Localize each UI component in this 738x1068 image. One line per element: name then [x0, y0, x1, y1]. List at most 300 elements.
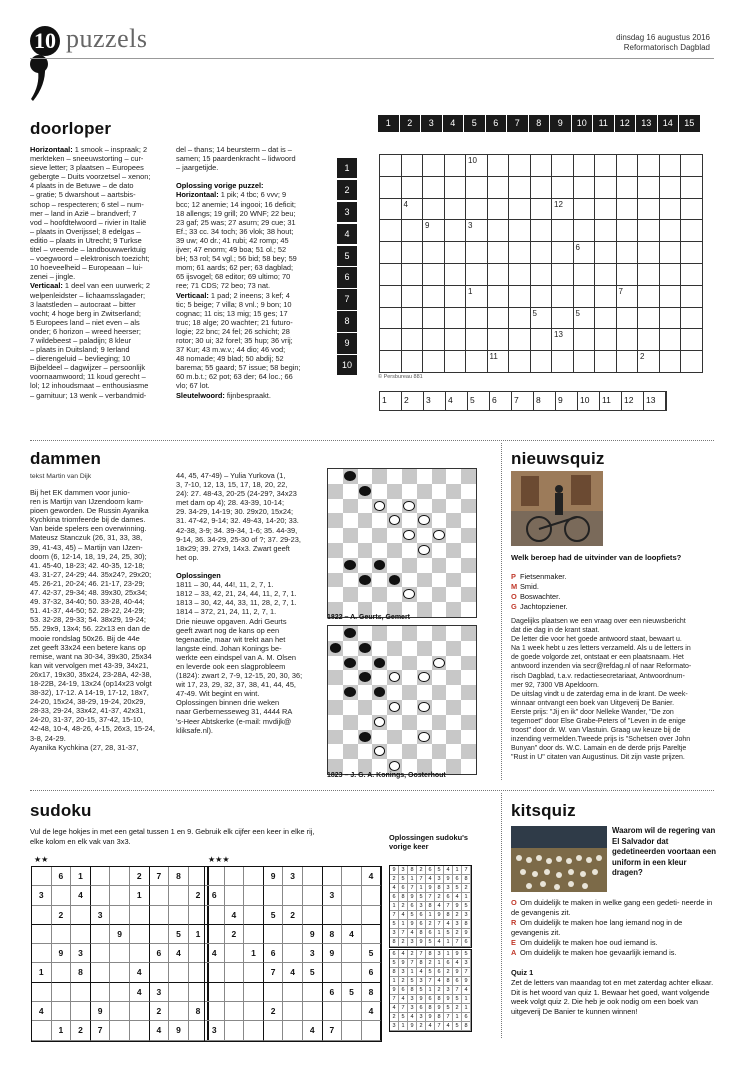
grid-cell[interactable] [466, 329, 488, 351]
grid-cell[interactable] [380, 242, 402, 264]
grid-cell[interactable] [402, 308, 424, 330]
grid-cell[interactable] [531, 329, 553, 351]
grid-cell[interactable] [509, 329, 531, 351]
grid-cell[interactable] [531, 351, 553, 373]
keyword-cell[interactable]: 5 [468, 392, 490, 410]
keyword-cell[interactable]: 2 [402, 392, 424, 410]
sudoku-cell[interactable] [362, 1021, 382, 1040]
sudoku-cell[interactable] [110, 944, 130, 963]
grid-cell[interactable]: 13 [552, 329, 574, 351]
grid-cell[interactable] [660, 286, 682, 308]
grid-cell[interactable]: 1 [466, 286, 488, 308]
grid-cell[interactable] [660, 199, 682, 221]
sudoku-cell[interactable]: 9 [52, 944, 72, 963]
grid-cell[interactable] [488, 308, 510, 330]
sudoku-cell[interactable] [225, 944, 245, 963]
grid-cell[interactable] [638, 220, 660, 242]
sudoku-cell[interactable] [130, 1021, 150, 1040]
sudoku-cell[interactable] [264, 983, 284, 1002]
grid-cell[interactable] [445, 308, 467, 330]
grid-cell[interactable] [660, 242, 682, 264]
sudoku-cell[interactable]: 6 [205, 886, 225, 905]
grid-cell[interactable] [509, 242, 531, 264]
sudoku-cell[interactable] [169, 906, 189, 925]
grid-cell[interactable]: 11 [488, 351, 510, 373]
grid-cell[interactable] [488, 199, 510, 221]
kitsquiz-options[interactable] [511, 898, 716, 958]
sudoku-cell[interactable] [32, 983, 52, 1002]
grid-cell[interactable] [402, 220, 424, 242]
grid-cell[interactable] [466, 308, 488, 330]
grid-cell[interactable] [380, 155, 402, 177]
sudoku-cell[interactable]: 8 [71, 963, 91, 982]
sudoku-cell[interactable] [52, 1002, 72, 1021]
doorloper-keyword-row[interactable] [379, 391, 667, 411]
keyword-cell[interactable]: 6 [490, 392, 512, 410]
quiz-option[interactable] [511, 592, 716, 602]
sudoku-cell[interactable]: 3 [205, 1021, 225, 1040]
grid-cell[interactable] [445, 351, 467, 373]
sudoku-cell[interactable] [225, 1021, 245, 1040]
grid-cell[interactable] [423, 177, 445, 199]
grid-cell[interactable] [445, 242, 467, 264]
sudoku-cell[interactable] [110, 886, 130, 905]
sudoku-cell[interactable]: 6 [264, 944, 284, 963]
grid-cell[interactable] [681, 177, 703, 199]
sudoku-cell[interactable] [110, 867, 130, 886]
sudoku-cell[interactable] [362, 906, 382, 925]
sudoku-cell[interactable]: 1 [71, 867, 91, 886]
sudoku-cell[interactable] [150, 906, 170, 925]
sudoku-cell[interactable] [150, 963, 170, 982]
quiz-option[interactable] [511, 948, 716, 958]
sudoku-cell[interactable] [244, 886, 264, 905]
sudoku-cell[interactable]: 6 [52, 867, 72, 886]
sudoku-cell[interactable]: 3 [150, 983, 170, 1002]
grid-cell[interactable] [509, 199, 531, 221]
sudoku-cell[interactable]: 2 [189, 886, 209, 905]
sudoku-cell[interactable]: 4 [32, 1002, 52, 1021]
grid-cell[interactable] [509, 220, 531, 242]
grid-cell[interactable] [595, 329, 617, 351]
grid-cell[interactable] [488, 177, 510, 199]
grid-cell[interactable] [660, 220, 682, 242]
sudoku-cell[interactable] [244, 906, 264, 925]
grid-cell[interactable] [488, 242, 510, 264]
grid-cell[interactable] [423, 286, 445, 308]
grid-cell[interactable] [638, 177, 660, 199]
sudoku-cell[interactable] [323, 963, 343, 982]
sudoku-cell[interactable] [264, 1021, 284, 1040]
sudoku-cell[interactable] [323, 1002, 343, 1021]
grid-cell[interactable]: 5 [531, 308, 553, 330]
sudoku-cell[interactable] [91, 925, 111, 944]
sudoku-cell[interactable]: 5 [342, 983, 362, 1002]
sudoku-cell[interactable] [205, 983, 225, 1002]
grid-cell[interactable] [402, 264, 424, 286]
sudoku-cell[interactable] [264, 925, 284, 944]
grid-cell[interactable] [380, 264, 402, 286]
sudoku-cell[interactable] [71, 925, 91, 944]
grid-cell[interactable] [660, 308, 682, 330]
grid-cell[interactable] [660, 329, 682, 351]
sudoku-cell[interactable] [283, 1021, 303, 1040]
grid-cell[interactable] [617, 308, 639, 330]
sudoku-cell[interactable]: 1 [244, 944, 264, 963]
sudoku-cell[interactable]: 5 [264, 906, 284, 925]
grid-cell[interactable] [660, 177, 682, 199]
sudoku-cell[interactable] [283, 1002, 303, 1021]
grid-cell[interactable] [531, 177, 553, 199]
grid-cell[interactable] [445, 177, 467, 199]
sudoku-cell[interactable] [303, 886, 323, 905]
grid-cell[interactable] [681, 329, 703, 351]
grid-cell[interactable] [595, 286, 617, 308]
grid-cell[interactable] [617, 199, 639, 221]
sudoku-cell[interactable] [283, 944, 303, 963]
grid-cell[interactable] [681, 199, 703, 221]
grid-cell[interactable] [402, 329, 424, 351]
sudoku-cell[interactable] [244, 963, 264, 982]
grid-cell[interactable] [380, 286, 402, 308]
sudoku-cell[interactable] [244, 1002, 264, 1021]
grid-cell[interactable] [552, 220, 574, 242]
sudoku-cell[interactable] [110, 1002, 130, 1021]
grid-cell[interactable] [531, 286, 553, 308]
sudoku-cell[interactable] [52, 886, 72, 905]
sudoku-cell[interactable] [225, 886, 245, 905]
sudoku-cell[interactable]: 2 [283, 906, 303, 925]
grid-cell[interactable] [402, 177, 424, 199]
grid-cell[interactable]: 3 [466, 220, 488, 242]
grid-cell[interactable] [638, 329, 660, 351]
sudoku-cell[interactable]: 4 [362, 1002, 382, 1021]
sudoku-cell[interactable]: 1 [32, 963, 52, 982]
grid-cell[interactable] [488, 329, 510, 351]
sudoku-cell[interactable]: 2 [52, 906, 72, 925]
grid-cell[interactable] [638, 242, 660, 264]
sudoku-cell[interactable] [52, 983, 72, 1002]
sudoku-cell[interactable] [342, 1021, 362, 1040]
sudoku-cell[interactable] [342, 963, 362, 982]
grid-cell[interactable] [681, 286, 703, 308]
grid-cell[interactable] [638, 264, 660, 286]
grid-cell[interactable] [681, 264, 703, 286]
grid-cell[interactable] [466, 242, 488, 264]
sudoku-cell[interactable]: 9 [323, 944, 343, 963]
grid-cell[interactable] [445, 329, 467, 351]
sudoku-cell[interactable] [52, 963, 72, 982]
sudoku-cell[interactable]: 1 [52, 1021, 72, 1040]
grid-cell[interactable]: 4 [402, 199, 424, 221]
sudoku-cell[interactable]: 3 [71, 944, 91, 963]
sudoku-cell[interactable] [205, 963, 225, 982]
sudoku-cell[interactable] [283, 983, 303, 1002]
grid-cell[interactable] [552, 264, 574, 286]
sudoku-cell[interactable] [110, 983, 130, 1002]
sudoku-cell[interactable] [342, 867, 362, 886]
grid-cell[interactable] [574, 177, 596, 199]
grid-cell[interactable] [509, 177, 531, 199]
sudoku-cell[interactable] [244, 925, 264, 944]
grid-cell[interactable] [509, 264, 531, 286]
grid-cell[interactable] [380, 351, 402, 373]
sudoku-cell[interactable]: 4 [225, 906, 245, 925]
sudoku-cell[interactable]: 8 [189, 1002, 209, 1021]
grid-cell[interactable] [617, 242, 639, 264]
grid-cell[interactable] [423, 308, 445, 330]
grid-cell[interactable] [681, 220, 703, 242]
sudoku-cell[interactable] [150, 925, 170, 944]
grid-cell[interactable] [402, 242, 424, 264]
grid-cell[interactable] [617, 155, 639, 177]
grid-cell[interactable] [488, 220, 510, 242]
sudoku-cell[interactable]: 6 [323, 983, 343, 1002]
grid-cell[interactable] [552, 177, 574, 199]
grid-cell[interactable] [552, 308, 574, 330]
sudoku-cell[interactable] [303, 906, 323, 925]
grid-cell[interactable] [531, 242, 553, 264]
sudoku-cell[interactable]: 4 [150, 1021, 170, 1040]
grid-cell[interactable] [466, 199, 488, 221]
sudoku-cell[interactable] [244, 867, 264, 886]
sudoku-cell[interactable]: 5 [303, 963, 323, 982]
grid-cell[interactable] [466, 264, 488, 286]
sudoku-cell[interactable]: 8 [323, 925, 343, 944]
grid-cell[interactable] [531, 220, 553, 242]
grid-cell[interactable] [509, 351, 531, 373]
sudoku-cell[interactable]: 1 [189, 925, 209, 944]
grid-cell[interactable] [509, 286, 531, 308]
sudoku-cell[interactable] [130, 906, 150, 925]
sudoku-cell[interactable]: 2 [225, 925, 245, 944]
grid-cell[interactable] [423, 351, 445, 373]
sudoku-cell[interactable] [205, 925, 225, 944]
grid-cell[interactable] [681, 351, 703, 373]
grid-cell[interactable] [574, 155, 596, 177]
grid-cell[interactable] [595, 199, 617, 221]
sudoku-cell[interactable]: 2 [130, 867, 150, 886]
grid-cell[interactable] [445, 264, 467, 286]
sudoku-cell[interactable] [323, 867, 343, 886]
sudoku-cell[interactable] [169, 1002, 189, 1021]
sudoku-cell[interactable] [264, 886, 284, 905]
grid-cell[interactable] [574, 264, 596, 286]
sudoku-cell[interactable] [32, 925, 52, 944]
grid-cell[interactable] [681, 155, 703, 177]
sudoku-cell[interactable] [283, 925, 303, 944]
grid-cell[interactable] [638, 155, 660, 177]
sudoku-cell[interactable]: 3 [323, 886, 343, 905]
sudoku-cell[interactable]: 4 [283, 963, 303, 982]
sudoku-cell[interactable] [169, 886, 189, 905]
sudoku-cell[interactable] [91, 867, 111, 886]
sudoku-cell[interactable] [52, 925, 72, 944]
grid-cell[interactable] [445, 286, 467, 308]
grid-cell[interactable] [552, 155, 574, 177]
sudoku-cell[interactable]: 4 [362, 867, 382, 886]
grid-cell[interactable] [595, 308, 617, 330]
sudoku-cell[interactable] [362, 925, 382, 944]
grid-cell[interactable] [617, 220, 639, 242]
sudoku-cell[interactable] [225, 963, 245, 982]
sudoku-cell[interactable]: 4 [205, 944, 225, 963]
grid-cell[interactable] [466, 177, 488, 199]
sudoku-cell[interactable]: 4 [169, 944, 189, 963]
sudoku-cell[interactable] [225, 983, 245, 1002]
sudoku-cell[interactable]: 7 [323, 1021, 343, 1040]
sudoku-cell[interactable] [91, 944, 111, 963]
grid-cell[interactable] [552, 351, 574, 373]
grid-cell[interactable]: 2 [638, 351, 660, 373]
sudoku-cell[interactable]: 6 [362, 963, 382, 982]
grid-cell[interactable] [595, 351, 617, 373]
grid-cell[interactable] [423, 264, 445, 286]
quiz-option[interactable] [511, 572, 716, 582]
sudoku-cell[interactable]: 4 [71, 886, 91, 905]
sudoku-cell[interactable] [150, 886, 170, 905]
sudoku-cell[interactable] [32, 1021, 52, 1040]
keyword-cell[interactable]: 3 [424, 392, 446, 410]
sudoku-cell[interactable]: 4 [342, 925, 362, 944]
grid-cell[interactable]: 12 [552, 199, 574, 221]
sudoku-cell[interactable] [91, 983, 111, 1002]
sudoku-cell[interactable]: 8 [169, 867, 189, 886]
grid-cell[interactable] [402, 155, 424, 177]
quiz-option[interactable] [511, 582, 716, 592]
keyword-cell[interactable]: 4 [446, 392, 468, 410]
keyword-cell[interactable]: 8 [534, 392, 556, 410]
grid-cell[interactable] [402, 286, 424, 308]
grid-cell[interactable] [488, 264, 510, 286]
sudoku-cell[interactable] [303, 1002, 323, 1021]
grid-cell[interactable] [445, 199, 467, 221]
grid-cell[interactable] [509, 308, 531, 330]
grid-cell[interactable] [466, 351, 488, 373]
sudoku-cell[interactable]: 2 [264, 1002, 284, 1021]
grid-cell[interactable] [423, 329, 445, 351]
grid-cell[interactable] [595, 155, 617, 177]
grid-cell[interactable] [617, 264, 639, 286]
grid-cell[interactable] [638, 199, 660, 221]
sudoku-cell[interactable]: 3 [303, 944, 323, 963]
grid-cell[interactable] [509, 155, 531, 177]
grid-cell[interactable] [380, 199, 402, 221]
sudoku-cell[interactable] [110, 906, 130, 925]
sudoku-cell[interactable] [244, 1021, 264, 1040]
grid-cell[interactable]: 10 [466, 155, 488, 177]
sudoku-cell[interactable] [130, 925, 150, 944]
sudoku-cell[interactable] [283, 886, 303, 905]
sudoku-cell[interactable]: 7 [150, 867, 170, 886]
grid-cell[interactable] [638, 286, 660, 308]
grid-cell[interactable] [681, 308, 703, 330]
doorloper-grid[interactable] [379, 154, 703, 373]
sudoku-cell[interactable] [32, 906, 52, 925]
sudoku-cell[interactable] [110, 963, 130, 982]
sudoku-cell[interactable] [225, 1002, 245, 1021]
sudoku-cell[interactable]: 6 [150, 944, 170, 963]
grid-cell[interactable] [595, 264, 617, 286]
keyword-cell[interactable]: 10 [578, 392, 600, 410]
grid-cell[interactable] [380, 308, 402, 330]
grid-cell[interactable] [552, 286, 574, 308]
grid-cell[interactable] [531, 264, 553, 286]
keyword-cell[interactable]: 9 [556, 392, 578, 410]
grid-cell[interactable] [380, 329, 402, 351]
grid-cell[interactable] [617, 351, 639, 373]
grid-cell[interactable] [595, 177, 617, 199]
grid-cell[interactable]: 5 [574, 308, 596, 330]
sudoku-cell[interactable]: 5 [169, 925, 189, 944]
grid-cell[interactable] [638, 308, 660, 330]
sudoku-puzzle-2[interactable] [204, 866, 382, 1042]
sudoku-cell[interactable]: 9 [303, 925, 323, 944]
sudoku-cell[interactable]: 7 [91, 1021, 111, 1040]
sudoku-cell[interactable]: 1 [130, 886, 150, 905]
grid-cell[interactable] [488, 286, 510, 308]
sudoku-cell[interactable] [169, 983, 189, 1002]
sudoku-cell[interactable] [342, 906, 362, 925]
sudoku-cell[interactable] [130, 1002, 150, 1021]
sudoku-cell[interactable] [342, 886, 362, 905]
sudoku-cell[interactable]: 5 [362, 944, 382, 963]
sudoku-cell[interactable] [205, 1002, 225, 1021]
keyword-cell[interactable]: 12 [622, 392, 644, 410]
sudoku-cell[interactable] [362, 886, 382, 905]
sudoku-cell[interactable] [205, 906, 225, 925]
sudoku-puzzle-1[interactable] [31, 866, 209, 1042]
grid-cell[interactable] [574, 286, 596, 308]
grid-cell[interactable] [617, 329, 639, 351]
grid-cell[interactable] [660, 264, 682, 286]
grid-cell[interactable] [595, 220, 617, 242]
sudoku-cell[interactable]: 4 [130, 983, 150, 1002]
sudoku-cell[interactable] [110, 1021, 130, 1040]
sudoku-cell[interactable]: 3 [283, 867, 303, 886]
sudoku-cell[interactable] [303, 867, 323, 886]
keyword-cell[interactable]: 11 [600, 392, 622, 410]
sudoku-cell[interactable]: 4 [303, 1021, 323, 1040]
grid-cell[interactable] [617, 177, 639, 199]
sudoku-cell[interactable] [32, 867, 52, 886]
grid-cell[interactable] [681, 242, 703, 264]
grid-cell[interactable] [423, 242, 445, 264]
sudoku-cell[interactable]: 7 [264, 963, 284, 982]
sudoku-cell[interactable]: 9 [169, 1021, 189, 1040]
quiz-option[interactable] [511, 602, 716, 612]
sudoku-cell[interactable] [71, 1002, 91, 1021]
grid-cell[interactable] [574, 351, 596, 373]
sudoku-cell[interactable]: 3 [91, 906, 111, 925]
grid-cell[interactable] [574, 199, 596, 221]
grid-cell[interactable] [660, 351, 682, 373]
grid-cell[interactable] [380, 177, 402, 199]
grid-cell[interactable] [445, 220, 467, 242]
sudoku-cell[interactable] [225, 867, 245, 886]
grid-cell[interactable] [488, 155, 510, 177]
grid-cell[interactable] [660, 155, 682, 177]
nieuwsquiz-options[interactable] [511, 572, 716, 612]
grid-cell[interactable] [531, 155, 553, 177]
sudoku-cell[interactable]: 2 [71, 1021, 91, 1040]
sudoku-cell[interactable] [169, 963, 189, 982]
grid-cell[interactable] [402, 351, 424, 373]
sudoku-cell[interactable]: 3 [32, 886, 52, 905]
sudoku-cell[interactable] [71, 983, 91, 1002]
grid-cell[interactable] [552, 242, 574, 264]
sudoku-cell[interactable] [342, 1002, 362, 1021]
